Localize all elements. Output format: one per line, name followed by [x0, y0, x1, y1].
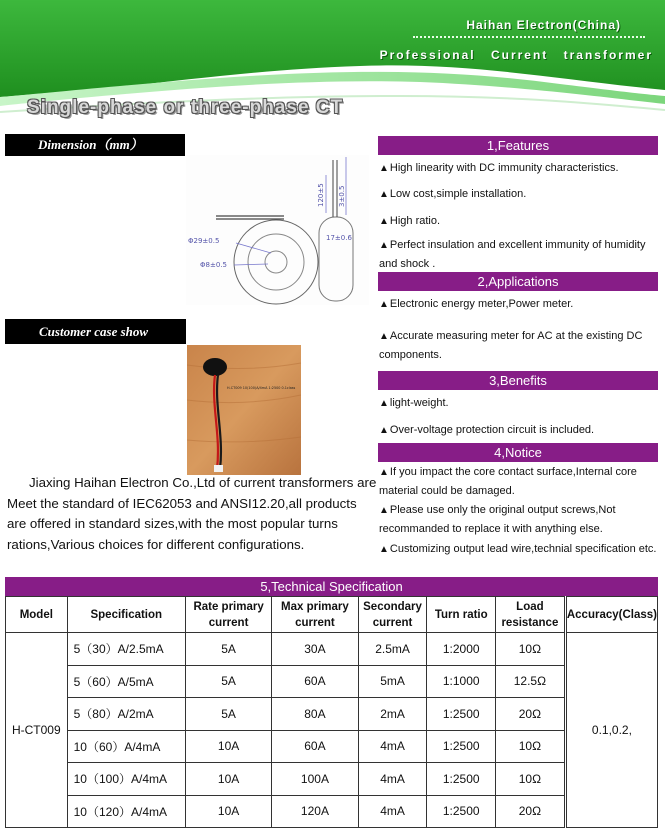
header-max-primary: Max primary current — [272, 597, 358, 633]
company-intro: Jiaxing Haihan Electron Co.,Ltd of current transformers are Meet the standard of IEC62053 and ANSI12.20,all products are offered in standard sizes,with the most popular turns rations,Various choices for different configurations. — [7, 475, 377, 552]
application-item: ▲Accurate measuring meter for AC at the existing DC components. — [379, 330, 643, 361]
dimension-label: Dimension（mm） — [5, 134, 185, 156]
load-cell: 20Ω — [496, 795, 566, 828]
header-secondary: Secondary current — [358, 597, 427, 633]
table-row — [6, 633, 658, 666]
secondary-cell: 2mA — [358, 698, 427, 731]
rate-cell: 5A — [185, 665, 271, 698]
features-header: 1,Features — [378, 136, 658, 155]
table-row — [6, 665, 658, 698]
notice-item: ▲Please use only the original output screws,Not recommanded to replace it with anything else. — [379, 504, 616, 535]
load-cell: 10Ω — [496, 730, 566, 763]
applications-header: 2,Applications — [378, 272, 658, 291]
table-header-row — [6, 597, 658, 633]
ratio-cell: 1:2000 — [427, 633, 496, 666]
lead-length-label: 120±5 — [317, 183, 325, 207]
max-cell: 100A — [272, 763, 358, 796]
spec-cell: 10（60）A/4mA — [67, 730, 185, 763]
dimension-drawing — [186, 155, 369, 305]
brand-tagline: Professional Current transformer — [379, 48, 653, 62]
rate-cell: 5A — [185, 698, 271, 731]
secondary-cell: 5mA — [358, 665, 427, 698]
benefits-header: 3,Benefits — [378, 371, 658, 390]
tip-length-label: 3±0.5 — [338, 185, 346, 207]
ratio-cell: 1:1000 — [427, 665, 496, 698]
ratio-cell: 1:2500 — [427, 698, 496, 731]
table-row — [6, 698, 658, 731]
rate-cell: 10A — [185, 795, 271, 828]
secondary-cell: 4mA — [358, 730, 427, 763]
benefit-item: ▲light-weight. — [379, 397, 449, 409]
header-load-resistance: Load resistance — [496, 597, 566, 633]
spec-table — [5, 596, 658, 828]
notice-header: 4,Notice — [378, 443, 658, 462]
max-cell: 60A — [272, 730, 358, 763]
rate-cell: 10A — [185, 763, 271, 796]
ratio-cell: 1:2500 — [427, 763, 496, 796]
table-row — [6, 763, 658, 796]
spec-cell: 5（30）A/2.5mA — [67, 633, 185, 666]
feature-item: ▲High ratio. — [379, 215, 441, 227]
header-rate-primary: Rate primary current — [185, 597, 271, 633]
thickness-label: 17±0.6 — [326, 234, 352, 242]
inner-diameter-label: Φ8±0.5 — [200, 261, 227, 269]
photo-caption: H-CT009 10(100)A/4mA 1:2500 0.1class — [227, 386, 296, 390]
header-turn-ratio: Turn ratio — [427, 597, 496, 633]
secondary-cell: 2.5mA — [358, 633, 427, 666]
secondary-cell: 4mA — [358, 763, 427, 796]
spec-header: 5,Technical Specification — [5, 577, 658, 596]
load-cell: 12.5Ω — [496, 665, 566, 698]
feature-item: ▲High linearity with DC immunity characteristics. — [379, 162, 619, 174]
header-accuracy: Accuracy(Class) — [565, 597, 657, 633]
spec-cell: 10（120）A/4mA — [67, 795, 185, 828]
header-banner — [0, 0, 665, 128]
load-cell: 10Ω — [496, 763, 566, 796]
notice-item: ▲If you impact the core contact surface,Internal core material could be damaged. — [379, 466, 637, 497]
load-cell: 10Ω — [496, 633, 566, 666]
spec-cell: 5（60）A/5mA — [67, 665, 185, 698]
rate-cell: 5A — [185, 633, 271, 666]
benefit-item: ▲Over-voltage protection circuit is included. — [379, 424, 595, 436]
table-row — [6, 795, 658, 828]
ratio-cell: 1:2500 — [427, 795, 496, 828]
feature-item: ▲Low cost,simple installation. — [379, 188, 527, 200]
spec-cell: 5（80）A/2mA — [67, 698, 185, 731]
customer-case-label: Customer case show — [5, 319, 186, 344]
feature-item: ▲Perfect insulation and excellent immunity of humidity and shock . — [379, 239, 646, 270]
brand-name: Haihan Electron(China) — [466, 18, 621, 32]
accuracy-cell: 0.1,0.2, — [565, 633, 657, 828]
application-item: ▲Electronic energy meter,Power meter. — [379, 298, 574, 310]
table-row — [6, 730, 658, 763]
max-cell: 30A — [272, 633, 358, 666]
page-title: Single-phase or three-phase CT — [27, 97, 344, 118]
max-cell: 60A — [272, 665, 358, 698]
max-cell: 120A — [272, 795, 358, 828]
notice-item: ▲Customizing output lead wire,technial specification etc. — [379, 543, 657, 555]
product-photo — [187, 345, 301, 475]
load-cell: 20Ω — [496, 698, 566, 731]
outer-diameter-label: Φ29±0.5 — [188, 237, 220, 245]
spec-cell: 10（100）A/4mA — [67, 763, 185, 796]
header-specification: Specification — [67, 597, 185, 633]
model-cell: H-CT009 — [6, 633, 68, 828]
header-model: Model — [6, 597, 68, 633]
secondary-cell: 4mA — [358, 795, 427, 828]
max-cell: 80A — [272, 698, 358, 731]
brand-divider — [413, 36, 645, 38]
rate-cell: 10A — [185, 730, 271, 763]
ratio-cell: 1:2500 — [427, 730, 496, 763]
